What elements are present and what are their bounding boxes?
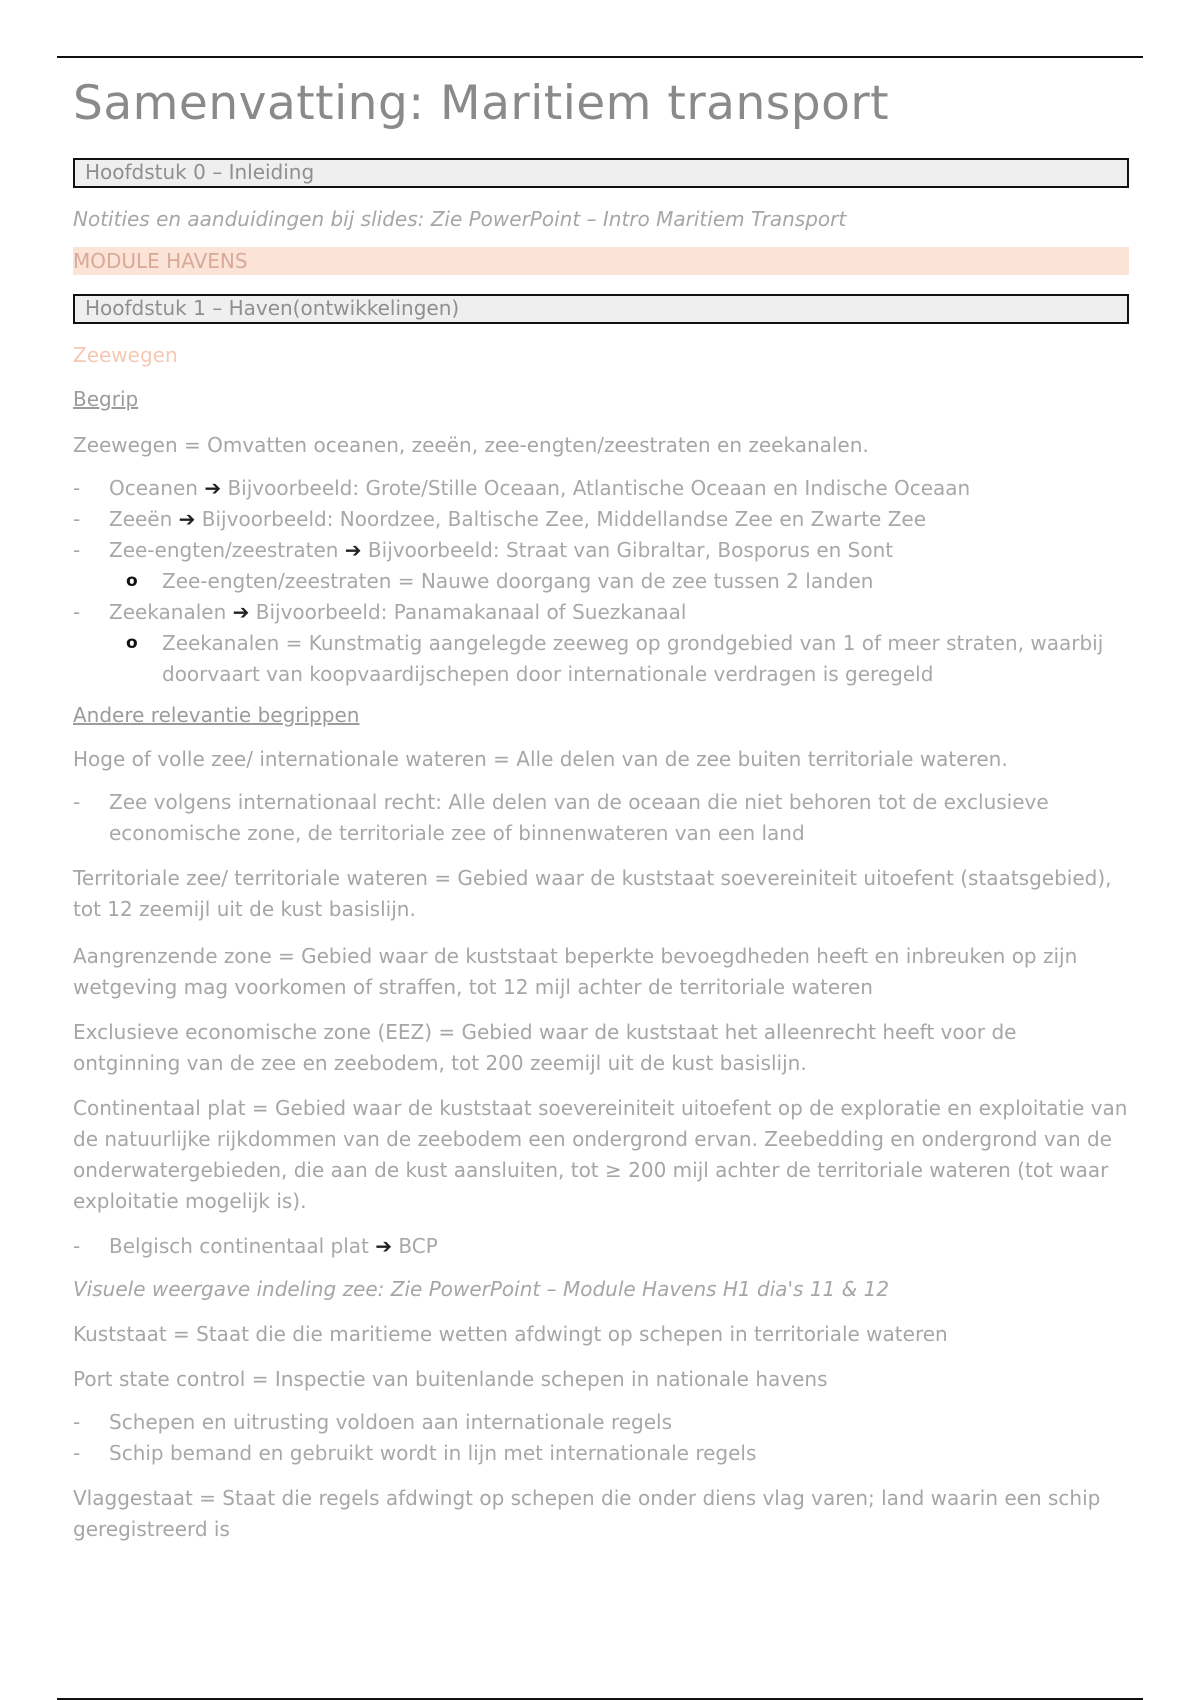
sub-list-item: o Zeekanalen = Kunstmatig aangelegde zeeweg op grondgebied van 1 of meer straten, waarbij doorvaart van koopvaardijschepen door internationale verdragen is geregeld [73,628,1129,690]
list-item: - Oceanen ➔ Bijvoorbeeld: Grote/Stille Oceaan, Atlantische Oceaan en Indische Oceaan [73,476,971,500]
list-item: - Zeeën ➔ Bijvoorbeeld: Noordzee, Baltische Zee, Middellandse Zee en Zwarte Zee [73,507,927,531]
port-state-control-definition: Port state control = Inspectie van buitenlande schepen in nationale havens [73,1367,828,1391]
list-item: - Zeekanalen ➔ Bijvoorbeeld: Panamakanaal of Suezkanaal [73,600,687,624]
continentaal-plat-definition: Continentaal plat = Gebied waar de kuststaat soevereiniteit uitoefent op de exploratie en exploitatie van de natuurlijke rijkdommen van de zeebodem een ondergrond ervan. Zeebedding en ondergrond van de onderwatergebieden, die aan de kust aansluiten, tot ≥ 200 mijl achter de territoriale wateren (tot waar exploitatie mogelijk is). [73,1096,1128,1213]
visuele-weergave-note: Visuele weergave indeling zee: Zie PowerPoint – Module Havens H1 dia's 11 & 12 [73,1277,890,1301]
eez-definition: Exclusieve economische zone (EEZ) = Gebied waar de kuststaat het alleenrecht heeft voor de ontginning van de zee en zeebodem, tot 200 zeemijl uit de kust basislijn. [73,1020,1017,1075]
arrow-icon: ➔ [344,538,362,562]
andere-begrippen-heading: Andere relevantie begrippen [73,703,360,727]
psc-list [73,1407,1129,1469]
document-page [73,72,1129,1545]
zeewegen-list [73,473,1129,690]
list-item: - Zee-engten/zeestraten ➔ Bijvoorbeeld: Straat van Gibraltar, Bosporus en Sont [73,538,894,562]
arrow-icon: ➔ [375,1234,392,1258]
list-item: - Zee volgens internationaal recht: Alle delen van de oceaan die niet behoren tot de exclusieve economische zone, de territoriale zee of binnenwateren van een land [73,790,1049,845]
begrip-heading: Begrip [73,387,139,411]
chapter-0-heading: Hoofdstuk 0 – Inleiding [73,158,1129,188]
chapter-1-heading: Hoofdstuk 1 – Haven(ontwikkelingen) [73,294,1129,324]
top-rule [57,56,1143,58]
arrow-icon: ➔ [178,507,196,531]
arrow-icon: ➔ [232,600,250,624]
arrow-icon: ➔ [204,476,222,500]
list-item: - Schip bemand en gebruikt wordt in lijn met internationale regels [73,1441,757,1465]
document-title: Samenvatting: Maritiem transport [73,76,890,131]
intro-note: Notities en aanduidingen bij slides: Zie PowerPoint – Intro Maritiem Transport [73,207,847,231]
hoge-zee-definition: Hoge of volle zee/ internationale wateren = Alle delen van de zee buiten territoriale wateren. [73,747,1008,771]
section-heading: Zeewegen [73,343,178,367]
list-item: - Schepen en uitrusting voldoen aan internationale regels [73,1410,673,1434]
circle-bullet-icon: o [126,571,138,591]
kuststaat-definition: Kuststaat = Staat die die maritieme wetten afdwingt op schepen in territoriale wateren [73,1322,948,1346]
circle-bullet-icon: o [126,633,138,653]
list-item: - Belgisch continentaal plat ➔ BCP [73,1234,438,1258]
territoriale-zee-definition: Territoriale zee/ territoriale wateren = Gebied waar de kuststaat soevereiniteit uitoefent (staatsgebied), tot 12 zeemijl uit de kust basislijn. [73,866,1112,921]
zeewegen-definition: Zeewegen = Omvatten oceanen, zeeën, zee-engten/zeestraten en zeekanalen. [73,433,869,457]
aangrenzende-zone-definition: Aangrenzende zone = Gebied waar de kuststaat beperkte bevoegdheden heeft en inbreuken op zijn wetgeving mag voorkomen of straffen, tot 12 mijl achter de territoriale wateren [73,944,1078,999]
module-heading: MODULE HAVENS [73,247,1129,275]
vlaggestaat-definition: Vlaggestaat = Staat die regels afdwingt op schepen die onder diens vlag varen; land waarin een schip geregistreerd is [73,1486,1101,1541]
sub-list-item: o Zee-engten/zeestraten = Nauwe doorgang van de zee tussen 2 landen [73,566,1129,597]
